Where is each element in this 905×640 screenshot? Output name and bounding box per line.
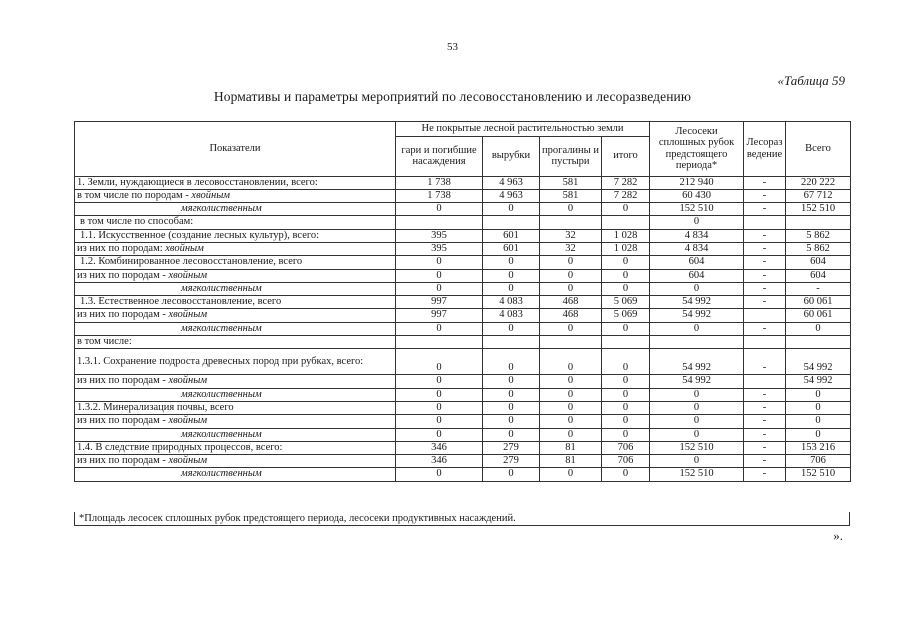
table-cell xyxy=(744,336,786,349)
table-cell: 0 xyxy=(540,428,602,441)
table-cell: 54 992 xyxy=(786,349,851,375)
table-cell: 0 xyxy=(602,203,650,216)
table-cell: 153 216 xyxy=(786,441,851,454)
table-cell: 604 xyxy=(786,269,851,282)
table-cell: 0 xyxy=(396,203,483,216)
table-cell: 0 xyxy=(602,322,650,335)
table-cell: 5 069 xyxy=(602,296,650,309)
table-cell: 0 xyxy=(540,415,602,428)
table-row xyxy=(75,242,851,255)
table-label: «Таблица 59 xyxy=(777,73,845,88)
row-label xyxy=(75,269,396,282)
table-cell: 601 xyxy=(483,242,540,255)
table-cell: - xyxy=(744,256,786,269)
table-cell: 0 xyxy=(602,375,650,388)
page-number: 53 xyxy=(447,41,458,53)
row-label-text: из них по породам - xyxy=(77,269,169,281)
table-cell: 4 083 xyxy=(483,296,540,309)
header-total-unforested: итого xyxy=(602,136,650,176)
table-cell: 0 xyxy=(786,322,851,335)
table-cell: 468 xyxy=(540,296,602,309)
table-row xyxy=(75,455,851,468)
table-cell: 0 xyxy=(540,388,602,401)
table-cell: 0 xyxy=(396,388,483,401)
table-cell: 0 xyxy=(786,401,851,414)
table-row xyxy=(75,216,851,229)
table-cell xyxy=(786,336,851,349)
row-label xyxy=(75,229,396,242)
row-label xyxy=(75,468,396,481)
table-cell: 0 xyxy=(396,349,483,375)
table-cell: 0 xyxy=(396,282,483,295)
row-label-species: хвойным xyxy=(191,189,231,201)
table-cell: 279 xyxy=(483,455,540,468)
table-cell xyxy=(786,216,851,229)
row-label-species: мягколиственным xyxy=(181,282,262,294)
table-cell: 54 992 xyxy=(650,309,744,322)
header-glades: прогалины и пустыри xyxy=(540,136,602,176)
table-cell: 32 xyxy=(540,229,602,242)
table-row xyxy=(75,336,851,349)
table-cell: 581 xyxy=(540,176,602,189)
table-cell: 0 xyxy=(650,322,744,335)
row-label xyxy=(75,216,396,229)
table-cell: 32 xyxy=(540,242,602,255)
table-cell: 1 738 xyxy=(396,176,483,189)
row-label-text: 1.1. Искусственное (создание лесных культур), всего: xyxy=(80,229,320,241)
table-cell: - xyxy=(744,468,786,481)
row-label xyxy=(75,309,396,322)
row-label xyxy=(75,189,396,202)
table-cell xyxy=(483,216,540,229)
table-cell: 0 xyxy=(602,282,650,295)
table-cell: 0 xyxy=(483,388,540,401)
table-cell: 0 xyxy=(540,375,602,388)
table-cell: 0 xyxy=(786,428,851,441)
table-cell: 0 xyxy=(540,282,602,295)
table-cell: 0 xyxy=(483,322,540,335)
table-row xyxy=(75,203,851,216)
table-row xyxy=(75,269,851,282)
table-cell: 54 992 xyxy=(650,296,744,309)
row-label-text: 1.3.1. Сохранение подроста древесных пород при рубках, всего: xyxy=(77,355,364,367)
table-cell xyxy=(540,216,602,229)
table-row xyxy=(75,229,851,242)
table-cell: 0 xyxy=(483,415,540,428)
table-cell: 0 xyxy=(540,401,602,414)
row-label-species: хвойным xyxy=(168,375,208,387)
table-row xyxy=(75,189,851,202)
table-cell: 581 xyxy=(540,189,602,202)
table-cell: 468 xyxy=(540,309,602,322)
row-label-text: 1. Земли, нуждающиеся в лесовосстановлении, всего: xyxy=(77,176,318,188)
row-label xyxy=(75,322,396,335)
table-cell: 604 xyxy=(650,256,744,269)
table-cell: 54 992 xyxy=(786,375,851,388)
table-cell: 152 510 xyxy=(650,203,744,216)
table-cell: 4 083 xyxy=(483,309,540,322)
table-row xyxy=(75,176,851,189)
table-cell: 706 xyxy=(602,441,650,454)
table-cell: - xyxy=(744,282,786,295)
table-row xyxy=(75,256,851,269)
table-cell: 0 xyxy=(540,256,602,269)
table-cell: 4 963 xyxy=(483,189,540,202)
table-cell: 5 069 xyxy=(602,309,650,322)
table-cell: 60 061 xyxy=(786,296,851,309)
header-burns: гари и погибшие насаждения xyxy=(396,136,483,176)
table-row xyxy=(75,282,851,295)
table-cell: - xyxy=(744,229,786,242)
table-cell: 0 xyxy=(483,428,540,441)
row-label-text: из них по породам - xyxy=(77,375,169,387)
table-cell: - xyxy=(744,203,786,216)
table-cell: - xyxy=(744,428,786,441)
table-cell: 0 xyxy=(396,428,483,441)
table-cell: 0 xyxy=(396,269,483,282)
table-cell: 0 xyxy=(602,401,650,414)
table-cell: 0 xyxy=(483,349,540,375)
row-label-species: мягколиственным xyxy=(181,322,262,334)
table-cell: 0 xyxy=(483,375,540,388)
table-cell xyxy=(744,216,786,229)
row-label-species: хвойным xyxy=(168,455,208,467)
table-cell: 0 xyxy=(540,349,602,375)
table-body xyxy=(75,176,851,481)
row-label-text: в том числе по породам - xyxy=(77,189,192,201)
row-label xyxy=(75,242,396,255)
table-cell: 212 940 xyxy=(650,176,744,189)
table-cell xyxy=(540,336,602,349)
table-cell: 604 xyxy=(786,256,851,269)
table-cell: 4 963 xyxy=(483,176,540,189)
table-cell: 0 xyxy=(396,415,483,428)
table-cell: 0 xyxy=(602,468,650,481)
table-cell: 0 xyxy=(650,282,744,295)
row-label xyxy=(75,296,396,309)
table-cell: - xyxy=(744,269,786,282)
document-title: Нормативы и параметры мероприятий по лесовосстановлению и лесоразведению xyxy=(213,89,692,104)
table-cell: 0 xyxy=(650,415,744,428)
row-label xyxy=(75,176,396,189)
row-label xyxy=(75,282,396,295)
table-row xyxy=(75,415,851,428)
row-label xyxy=(75,375,396,388)
table-cell: 0 xyxy=(483,401,540,414)
header-cutting-areas: Лесосеки сплошных рубок предстоящего периода* xyxy=(650,122,744,177)
table-cell: 4 834 xyxy=(650,242,744,255)
row-label-species: хвойным xyxy=(168,269,208,281)
row-label xyxy=(75,349,396,375)
table-cell: 0 xyxy=(483,468,540,481)
row-label xyxy=(75,336,396,349)
table-cell: 0 xyxy=(396,468,483,481)
table-cell: - xyxy=(786,282,851,295)
table-cell: 4 834 xyxy=(650,229,744,242)
table-row xyxy=(75,401,851,414)
table-cell: 0 xyxy=(483,203,540,216)
table-row xyxy=(75,375,851,388)
table-row xyxy=(75,309,851,322)
table-cell: 0 xyxy=(540,269,602,282)
table-cell: 0 xyxy=(483,256,540,269)
table-cell: 0 xyxy=(786,388,851,401)
table-cell: 346 xyxy=(396,441,483,454)
row-label xyxy=(75,388,396,401)
table-cell: 0 xyxy=(396,322,483,335)
row-label xyxy=(75,428,396,441)
table-cell xyxy=(602,336,650,349)
row-label-species: хвойным xyxy=(168,309,208,321)
table-row xyxy=(75,322,851,335)
row-label xyxy=(75,401,396,414)
table-cell: 395 xyxy=(396,242,483,255)
table-cell: 0 xyxy=(396,401,483,414)
table-cell: 54 992 xyxy=(650,375,744,388)
table-cell: - xyxy=(744,242,786,255)
table-cell: - xyxy=(744,176,786,189)
table-cell: 346 xyxy=(396,455,483,468)
table-row xyxy=(75,349,851,375)
table-cell: - xyxy=(744,349,786,375)
row-label xyxy=(75,256,396,269)
table-cell: 706 xyxy=(602,455,650,468)
table-cell: - xyxy=(744,189,786,202)
table-cell: 1 028 xyxy=(602,229,650,242)
table-row xyxy=(75,468,851,481)
row-label-text: 1.2. Комбинированное лесовосстановление, всего xyxy=(80,256,303,268)
header-clearings: вырубки xyxy=(483,136,540,176)
table-cell: 0 xyxy=(396,256,483,269)
table-row xyxy=(75,441,851,454)
table-cell: - xyxy=(744,401,786,414)
table-cell: 81 xyxy=(540,441,602,454)
table-cell: 0 xyxy=(650,401,744,414)
table-cell: 60 061 xyxy=(786,309,851,322)
row-label-text: из них по породам - xyxy=(77,455,169,467)
row-label-species: мягколиственным xyxy=(181,468,262,480)
table-cell: 7 282 xyxy=(602,189,650,202)
row-label xyxy=(75,455,396,468)
table-cell: 0 xyxy=(483,269,540,282)
table-cell xyxy=(396,216,483,229)
table-cell: 0 xyxy=(540,322,602,335)
table-cell: 60 430 xyxy=(650,189,744,202)
table-cell: 152 510 xyxy=(786,203,851,216)
table-cell xyxy=(744,309,786,322)
table-cell: 152 510 xyxy=(650,468,744,481)
table-cell: 7 282 xyxy=(602,176,650,189)
table-cell: 54 992 xyxy=(650,349,744,375)
table-cell: 67 712 xyxy=(786,189,851,202)
table-cell: 604 xyxy=(650,269,744,282)
row-label-text: из них по породам: xyxy=(77,242,166,254)
table-cell: 5 862 xyxy=(786,229,851,242)
table-cell xyxy=(744,375,786,388)
header-indicators: Показатели xyxy=(75,122,396,177)
table-row xyxy=(75,428,851,441)
row-label-text: в том числе по способам: xyxy=(80,216,194,228)
header-total: Всего xyxy=(786,122,851,177)
table-cell: - xyxy=(744,455,786,468)
table-cell xyxy=(483,336,540,349)
row-label-species: хвойным xyxy=(168,415,208,427)
row-label-species: мягколиственным xyxy=(181,203,262,215)
table-cell xyxy=(396,336,483,349)
table-cell: 706 xyxy=(786,455,851,468)
table-cell: 0 xyxy=(540,468,602,481)
table-row xyxy=(75,388,851,401)
table-cell: - xyxy=(744,388,786,401)
row-label xyxy=(75,203,396,216)
table-cell: 0 xyxy=(540,203,602,216)
table-cell: 0 xyxy=(602,415,650,428)
table-cell: 5 862 xyxy=(786,242,851,255)
row-label-species: мягколиственным xyxy=(181,388,262,400)
table-cell: 0 xyxy=(602,269,650,282)
table-cell: 0 xyxy=(602,349,650,375)
footnote: *Площадь лесосек сплошных рубок предстоящего периода, лесосеки продуктивных насаждений. xyxy=(74,512,850,526)
table-cell: 220 222 xyxy=(786,176,851,189)
table-cell: - xyxy=(744,441,786,454)
row-label xyxy=(75,415,396,428)
table-cell: 0 xyxy=(602,428,650,441)
row-label-text: 1.3.2. Минерализация почвы, всего xyxy=(77,401,234,413)
table-cell: 0 xyxy=(602,388,650,401)
table-cell: 0 xyxy=(483,282,540,295)
table-cell: 395 xyxy=(396,229,483,242)
table-cell: 279 xyxy=(483,441,540,454)
table-cell: 152 510 xyxy=(786,468,851,481)
row-label-species: хвойным xyxy=(165,242,204,254)
table-cell: - xyxy=(744,296,786,309)
table-cell xyxy=(650,336,744,349)
table-cell: 1 028 xyxy=(602,242,650,255)
table-cell: 1 738 xyxy=(396,189,483,202)
row-label-text: в том числе: xyxy=(77,336,132,348)
table-cell: 997 xyxy=(396,296,483,309)
table-cell: 997 xyxy=(396,309,483,322)
row-label-text: из них по породам - xyxy=(77,415,169,427)
row-label xyxy=(75,441,396,454)
row-label-text: 1.3. Естественное лесовосстановление, всего xyxy=(80,296,282,308)
row-label-text: 1.4. В следствие природных процессов, всего: xyxy=(77,441,283,453)
closing-mark: ». xyxy=(833,528,843,543)
table-cell: 152 510 xyxy=(650,441,744,454)
norms-table xyxy=(74,121,851,482)
table-cell: - xyxy=(744,322,786,335)
table-cell: 0 xyxy=(650,455,744,468)
header-unforested-group: Не покрытые лесной растительностью земли xyxy=(396,122,650,137)
table-cell: 601 xyxy=(483,229,540,242)
table-cell: 81 xyxy=(540,455,602,468)
table-cell: 0 xyxy=(396,375,483,388)
table-cell xyxy=(602,216,650,229)
header-afforestation: Лесоразведение xyxy=(744,122,786,177)
table-cell: 0 xyxy=(786,415,851,428)
table-cell: 0 xyxy=(650,216,744,229)
table-cell: 0 xyxy=(650,428,744,441)
row-label-species: мягколиственным xyxy=(181,428,262,440)
table-row xyxy=(75,296,851,309)
table-cell: 0 xyxy=(650,388,744,401)
table-cell: - xyxy=(744,415,786,428)
table-cell: 0 xyxy=(602,256,650,269)
row-label-text: из них по породам - xyxy=(77,309,169,321)
